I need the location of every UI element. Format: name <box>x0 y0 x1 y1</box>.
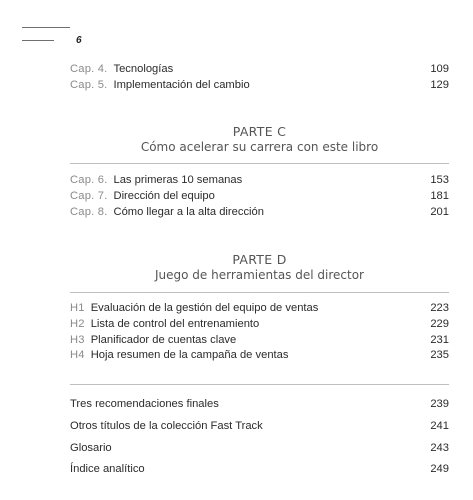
toc-entry-title: Cómo llegar a la alta dirección <box>113 206 264 218</box>
part-c-subtitle: Cómo acelerar su carrera con este libro <box>140 140 379 154</box>
toc-entry-number: H3 <box>70 334 85 346</box>
toc-entry-number: Cap. 5. <box>70 79 108 91</box>
toc-entry-title: Lista de control del entrenamiento <box>90 318 260 330</box>
toc-entry-title: Dirección del equipo <box>113 190 215 202</box>
toc-entry-page: 249 <box>430 463 449 475</box>
toc-entry-title: Planificador de cuentas clave <box>90 334 237 346</box>
toc-entry-page: 243 <box>430 442 449 454</box>
toc-entry-cap-8 <box>70 204 449 220</box>
toc-entry-title: Hoja resumen de la campaña de ventas <box>90 349 289 361</box>
toc-entry-cap-7 <box>70 188 449 204</box>
part-c-heading: PARTE C <box>232 124 287 139</box>
toc-entry-title: Tecnologías <box>113 63 174 75</box>
toc-entry-number: Cap. 8. <box>70 206 108 218</box>
header-decoration-line-bottom <box>22 40 54 41</box>
toc-entry-glosario <box>70 440 449 456</box>
toc-entry-page: 129 <box>430 79 449 91</box>
toc-entry-title: Glosario <box>70 442 112 454</box>
toc-entry-h1 <box>70 300 449 316</box>
toc-entry-title: Índice analítico <box>70 463 145 475</box>
toc-entry-otros-titulos <box>70 418 449 434</box>
page-number: 6 <box>76 35 82 46</box>
toc-entry-number: H4 <box>70 349 85 361</box>
back-matter-divider <box>70 384 449 385</box>
toc-entry-page: 223 <box>430 302 449 314</box>
part-d-divider <box>70 292 449 293</box>
toc-entry-h4 <box>70 347 449 363</box>
toc-entry-number: H1 <box>70 302 85 314</box>
toc-entry-page: 181 <box>430 190 449 202</box>
toc-entry-page: 239 <box>430 398 449 410</box>
toc-entry-indice <box>70 461 449 477</box>
toc-entry-cap-5 <box>70 77 449 93</box>
toc-entry-number: H2 <box>70 318 85 330</box>
toc-entry-h2 <box>70 316 449 332</box>
toc-entry-title: Tres recomendaciones finales <box>70 398 219 410</box>
toc-entry-title: Las primeras 10 semanas <box>113 174 243 186</box>
toc-entry-number: Cap. 4. <box>70 63 108 75</box>
toc-entry-page: 153 <box>430 174 449 186</box>
toc-entry-page: 231 <box>430 334 449 346</box>
toc-entry-cap-4 <box>70 61 449 77</box>
toc-entry-page: 109 <box>430 63 449 75</box>
part-d-subtitle: Juego de herramientas del director <box>155 268 364 282</box>
toc-entry-page: 201 <box>430 206 449 218</box>
toc-entry-page: 235 <box>430 349 449 361</box>
part-c-divider <box>70 163 449 164</box>
toc-entry-number: Cap. 6. <box>70 174 108 186</box>
toc-entry-title: Implementación del cambio <box>113 79 250 91</box>
header-decoration-line-top <box>22 27 70 28</box>
toc-entry-number: Cap. 7. <box>70 190 108 202</box>
toc-entry-title: Otros títulos de la colección Fast Track <box>70 420 263 432</box>
part-d-heading: PARTE D <box>232 252 287 267</box>
toc-entry-cap-6 <box>70 172 449 188</box>
toc-entry-h3 <box>70 332 449 348</box>
toc-entry-page: 229 <box>430 318 449 330</box>
toc-entry-page: 241 <box>430 420 449 432</box>
toc-entry-title: Evaluación de la gestión del equipo de ventas <box>90 302 319 314</box>
toc-entry-recomendaciones <box>70 396 449 412</box>
